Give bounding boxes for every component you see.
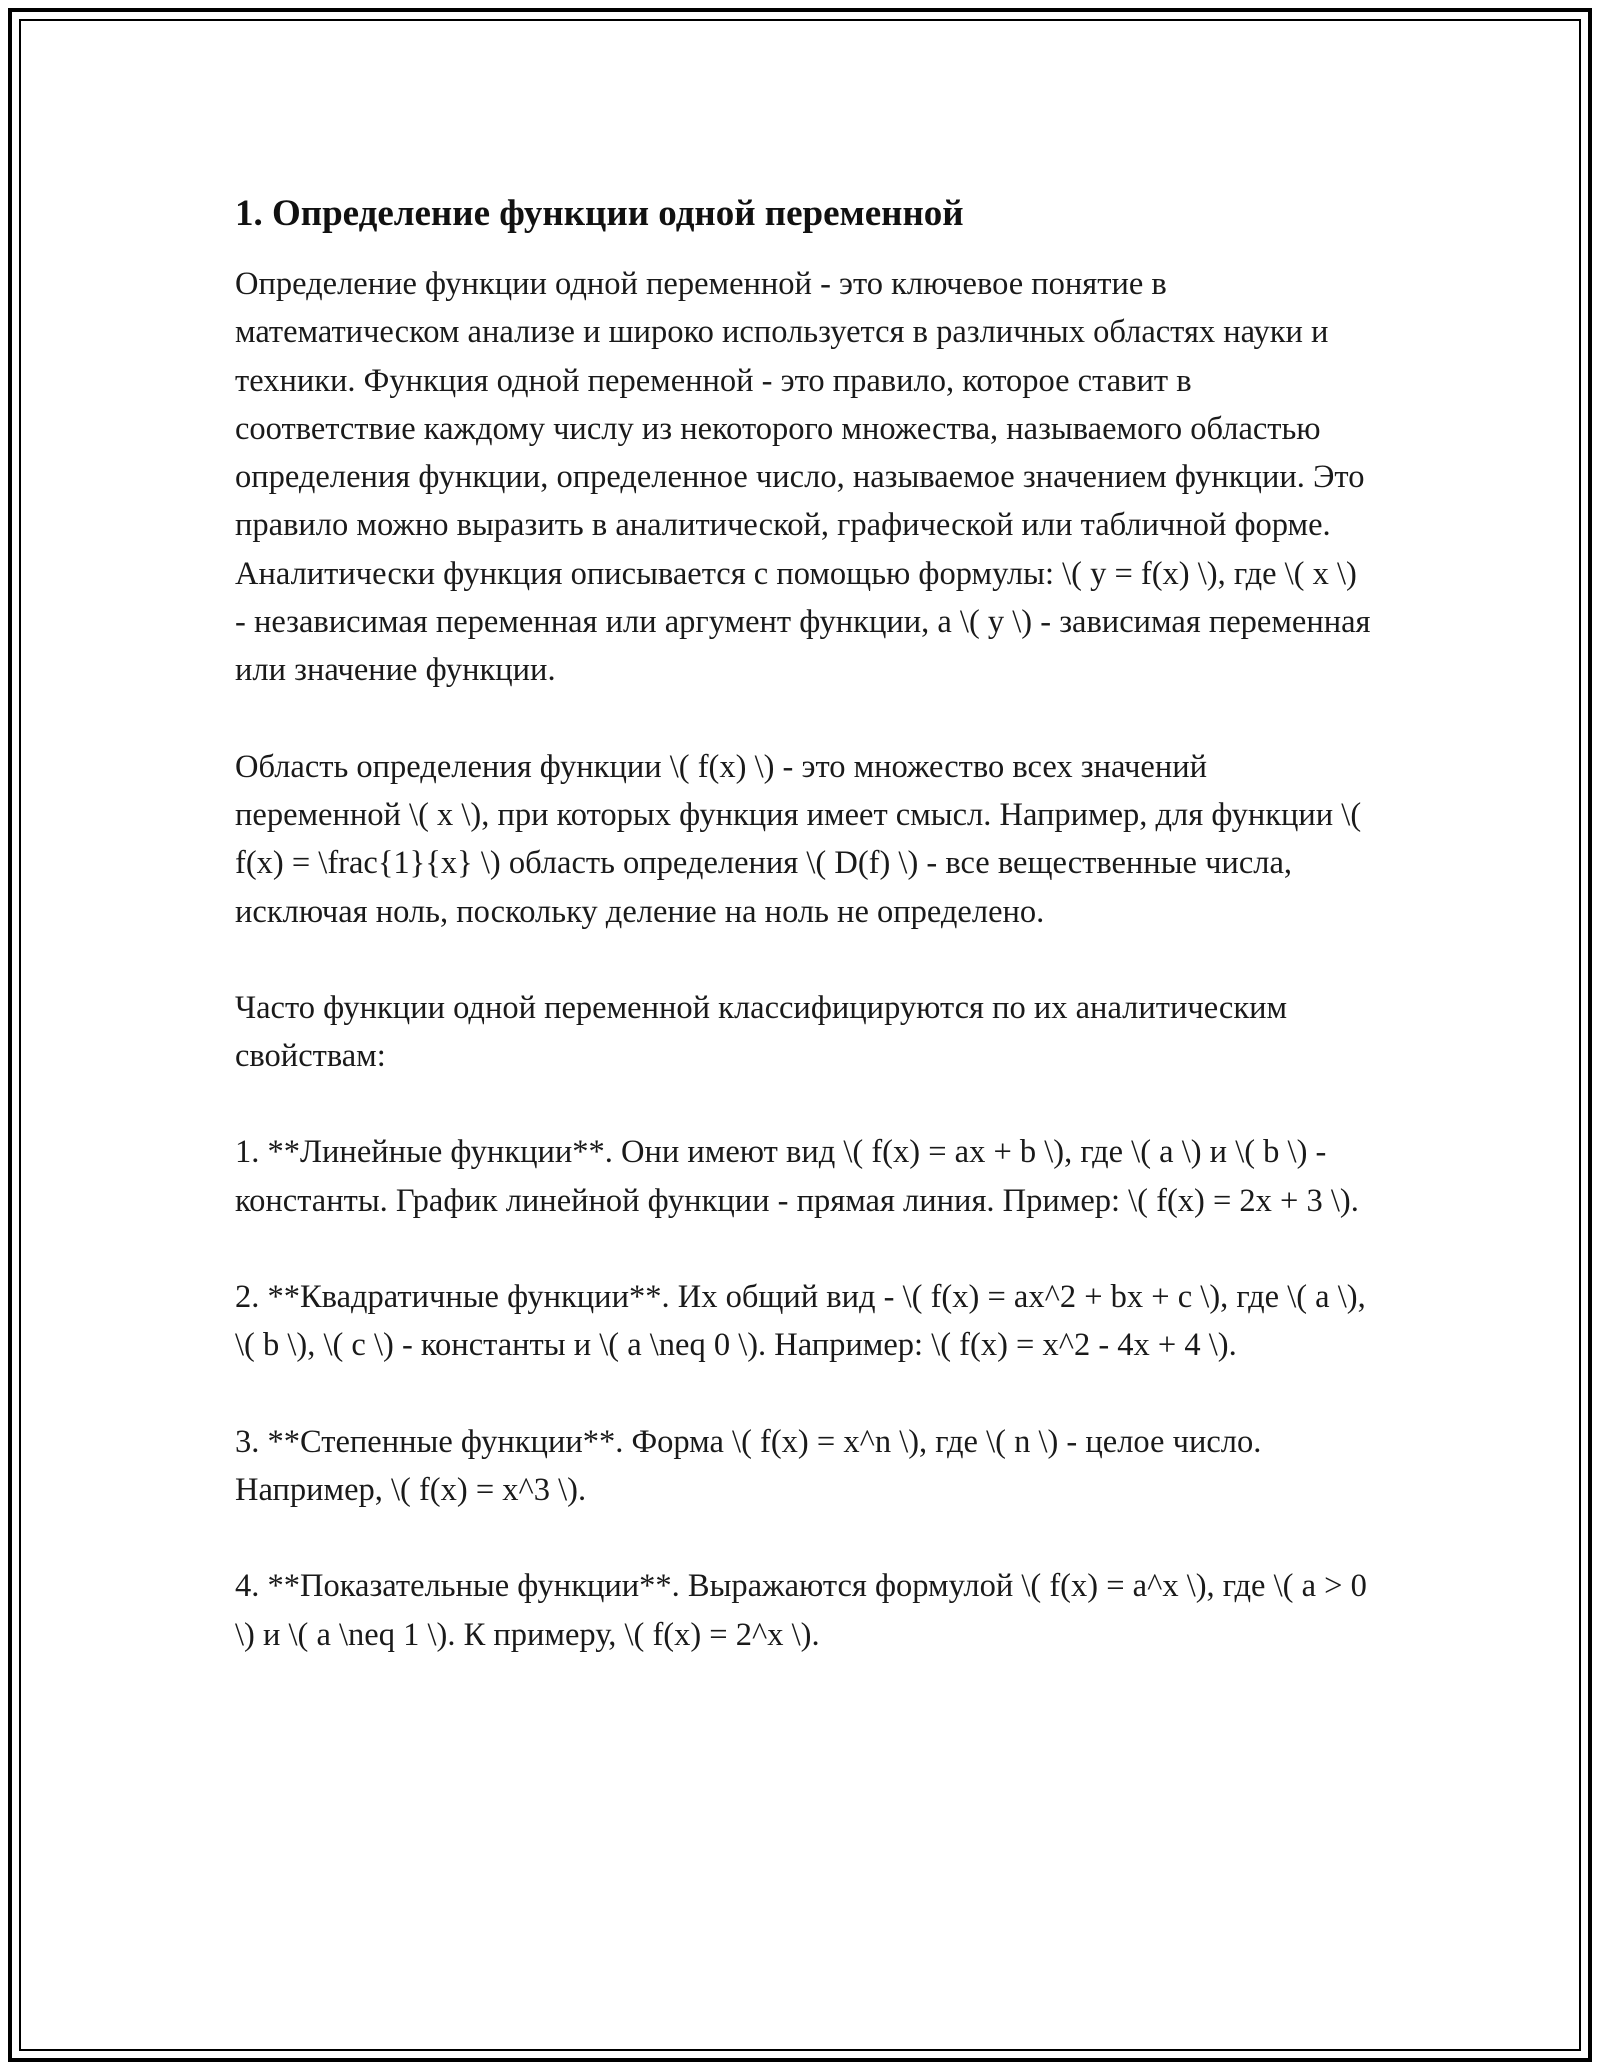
list-item-linear: 1. **Линейные функции**. Они имеют вид \( f(x) = ax + b \), где \( a \) и \( b \) - константы. График линейной функции - прямая линия. Пример: \( f(x) = 2x + 3 \). xyxy=(235,1134,1359,1219)
list-item-quadratic: 2. **Квадратичные функции**. Их общий вид - \( f(x) = ax^2 + bx + c \), где \( a \), \( b \), \( c \) - константы и \( a \neq 0 \). Например: \( f(x) = x^2 - 4x + 4 \). xyxy=(235,1279,1366,1364)
list-item-exponential: 4. **Показательные функции**. Выражаются формулой \( f(x) = a^x \), где \( a > 0 \) и \( a \neq 1 \). К примеру, \( f(x) = 2^x \). xyxy=(235,1568,1367,1653)
paragraph-definition: Определение функции одной переменной - это ключевое понятие в математическом анализе и широко используется в различных областях науки и техники. Функция одной переменной - это правило, которое ставит в соответствие каждому числу из некоторого множества, называемого областью определения функции, определенное число, называемое значением функции. Это правило можно выразить в аналитической, графической или табличной форме. Аналитически функция описывается с помощью формулы: \( y = f(x) \), где \( x \) - независимая переменная или аргумент функции, а \( y \) - зависимая переменная или значение функции. xyxy=(235,266,1371,689)
paragraph-classification-intro: Часто функции одной переменной классифицируются по их аналитическим свойствам: xyxy=(235,989,1288,1075)
list-item-power: 3. **Степенные функции**. Форма \( f(x) = x^n \), где \( n \) - целое число. Например, \( f(x) = x^3 \). xyxy=(235,1423,1262,1508)
section-heading: 1. Определение функции одной переменной xyxy=(235,193,964,234)
document-body xyxy=(235,190,1375,1707)
paragraph-domain: Область определения функции \( f(x) \) - это множество всех значений переменной \( x \), при которых функция имеет смысл. Например, для функции \( f(x) = \frac{1}{x} \) область определения \( D(f) \) - все вещественные числа, исключая ноль, поскольку деление на ноль не определено. xyxy=(235,748,1362,930)
